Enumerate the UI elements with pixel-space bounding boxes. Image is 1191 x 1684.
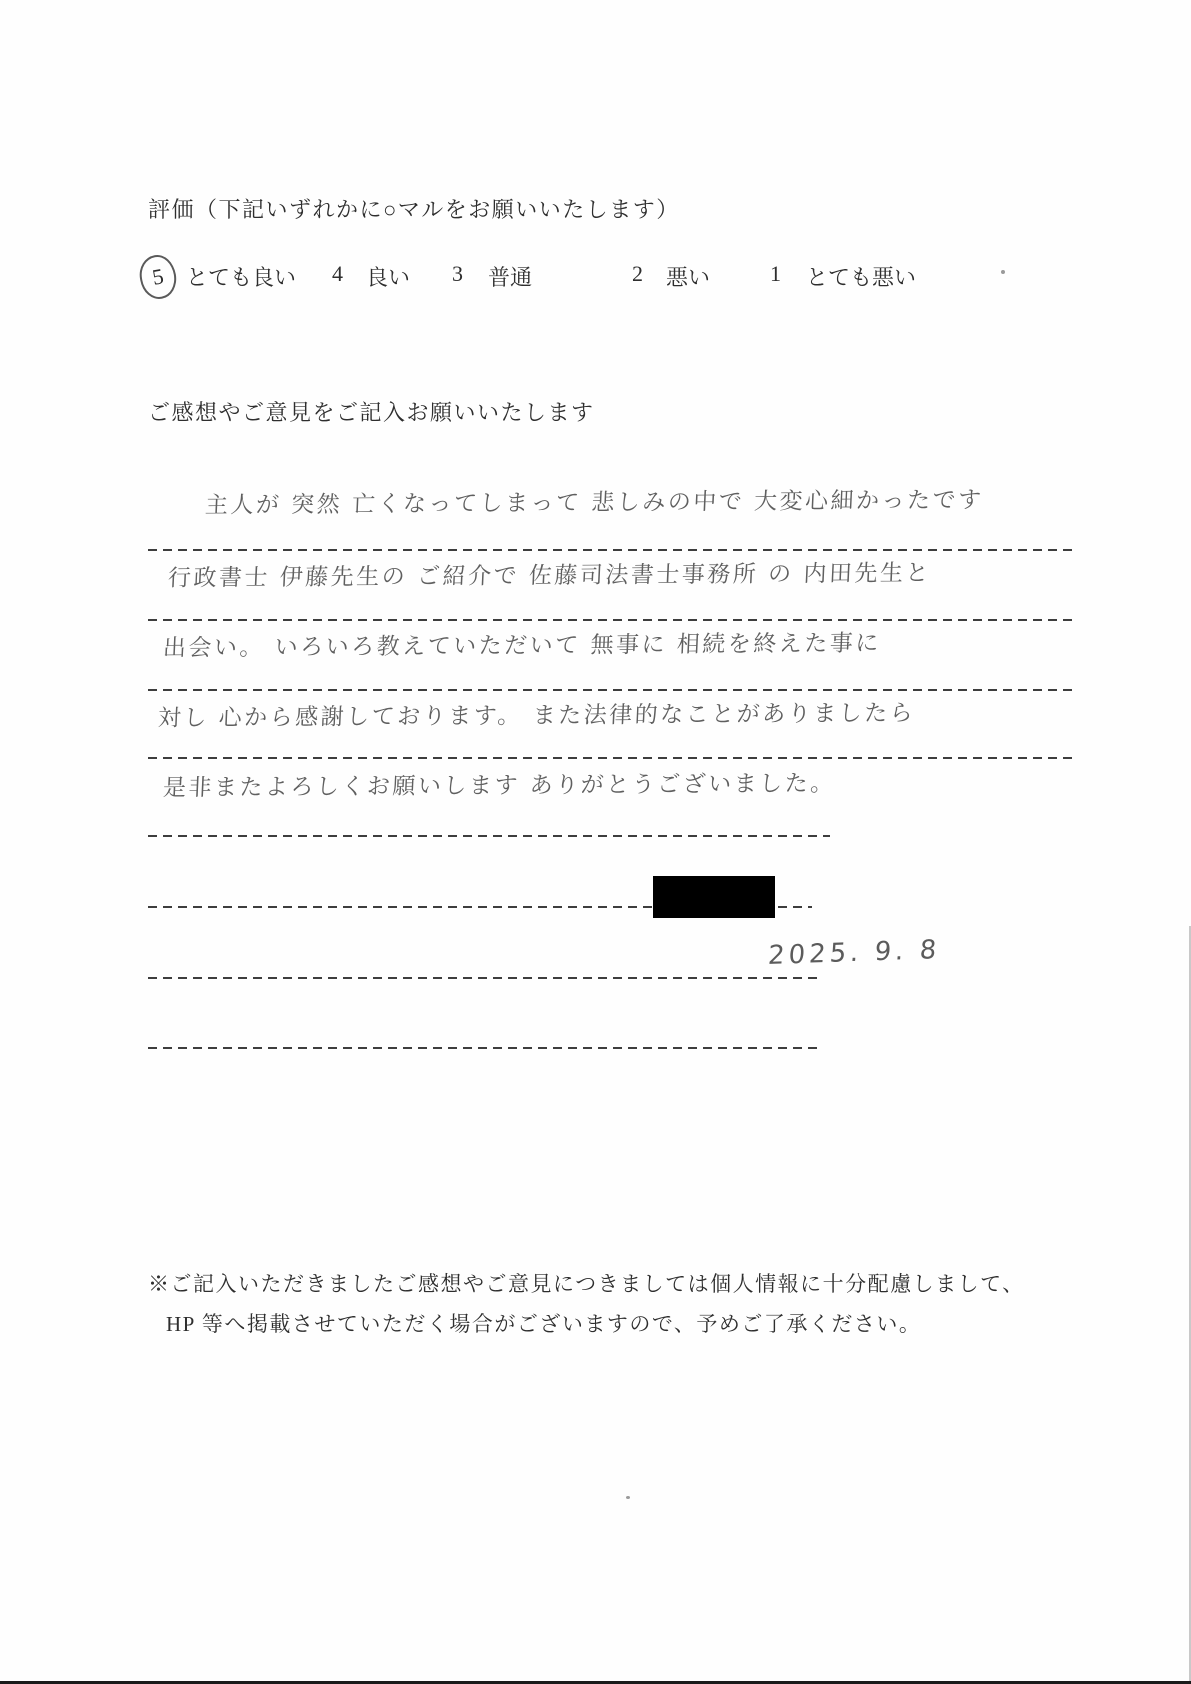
- handwritten-comment-line: 是非またよろしくお願いします ありがとうございました。: [162, 770, 837, 802]
- rating-option-2-value: 2: [632, 261, 643, 286]
- ruled-line: [148, 977, 822, 979]
- rating-option-1-label: とても悪い: [806, 265, 917, 290]
- scan-speck: [626, 1496, 630, 1499]
- ruled-line: [148, 835, 830, 837]
- rating-option-4-value: 4: [332, 261, 343, 286]
- rating-section-title: 評価（下記いずれかに○マルをお願いいたします）: [148, 197, 680, 222]
- rating-option-3-value: 3: [452, 261, 463, 286]
- ruled-line: [148, 757, 1078, 759]
- privacy-note-line1: ※ご記入いただきましたご感想やご意見につきましては個人情報に十分配慮しまして、: [148, 1272, 1025, 1296]
- handwritten-comment-line: 行政書士 伊藤先生の ご紹介で 佐藤司法書士事務所 の 内田先生と: [167, 560, 932, 592]
- scan-speck: [1001, 270, 1005, 274]
- handwritten-comment-line: 対し 心から感謝しております。 また法律的なことがありましたら: [157, 700, 916, 732]
- ruled-line: [148, 619, 1078, 621]
- rating-option-4-label: 良い: [366, 265, 411, 290]
- rating-option-2-label: 悪い: [666, 265, 711, 290]
- privacy-note-line2: HP 等へ掲載させていただく場合がございますので、予めご了承ください。: [166, 1312, 922, 1336]
- ruled-line: [148, 689, 1078, 691]
- comments-section-title: ご感想やご意見をご記入お願いいたします: [148, 400, 595, 425]
- rating-option-1-value: 1: [770, 261, 781, 286]
- redacted-signature-box: [653, 876, 775, 918]
- selected-rating-circle-mark: [136, 252, 179, 302]
- ruled-line: [148, 549, 1078, 551]
- rating-option-5-value: 5: [150, 263, 166, 290]
- handwritten-date: 2025. 9. 8: [767, 934, 942, 972]
- rating-option-3-label: 普通: [488, 265, 533, 290]
- handwritten-comment-line: 出会い。 いろいろ教えていただいて 無事に 相続を終えた事に: [162, 630, 882, 662]
- handwritten-comment-line: 主人が 突然 亡くなってしまって 悲しみの中で 大変心細かったです: [204, 487, 985, 519]
- rating-option-5-label: とても良い: [186, 265, 297, 290]
- rating-scale-row: [0, 261, 1191, 301]
- ruled-line: [148, 1047, 822, 1049]
